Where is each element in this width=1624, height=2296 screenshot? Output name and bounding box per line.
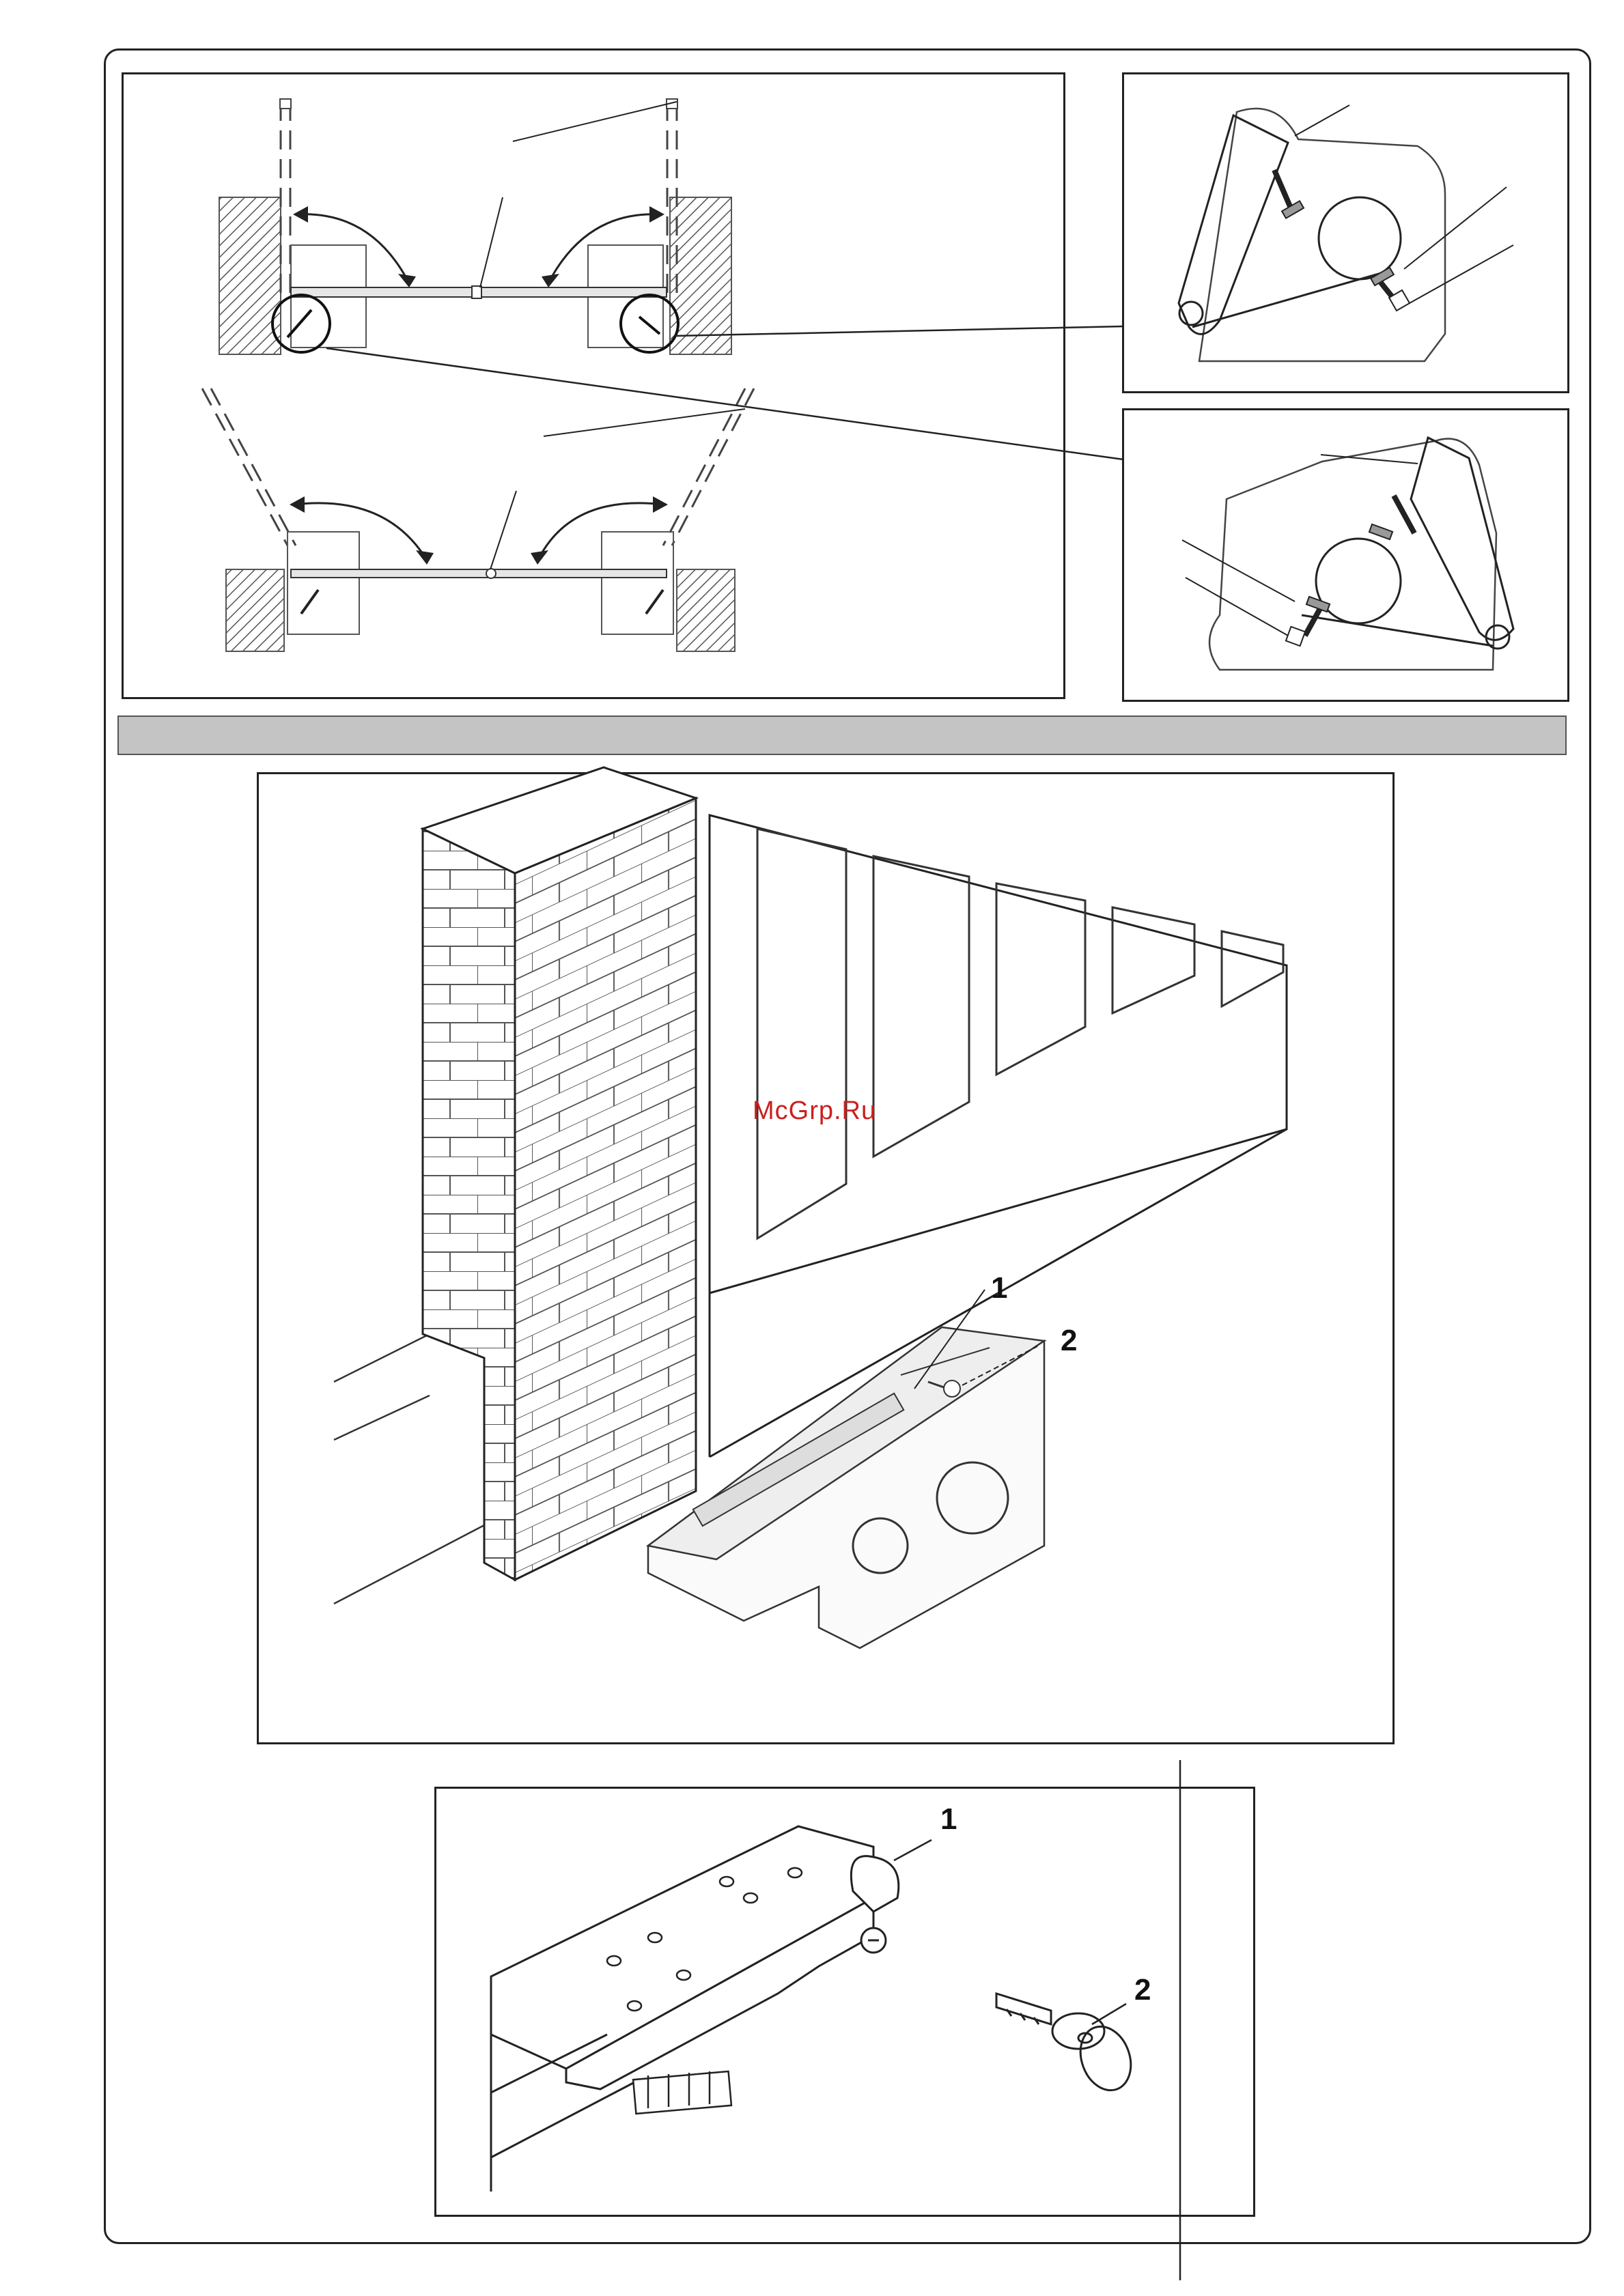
callout-1-release: 1	[940, 1802, 957, 1836]
callout-2-gate-box: 2	[1061, 1324, 1078, 1357]
callout-2-release: 2	[1134, 1973, 1151, 2007]
watermark: McGrp.Ru	[753, 1096, 877, 1125]
callout-1-gate-box: 1	[991, 1271, 1008, 1305]
